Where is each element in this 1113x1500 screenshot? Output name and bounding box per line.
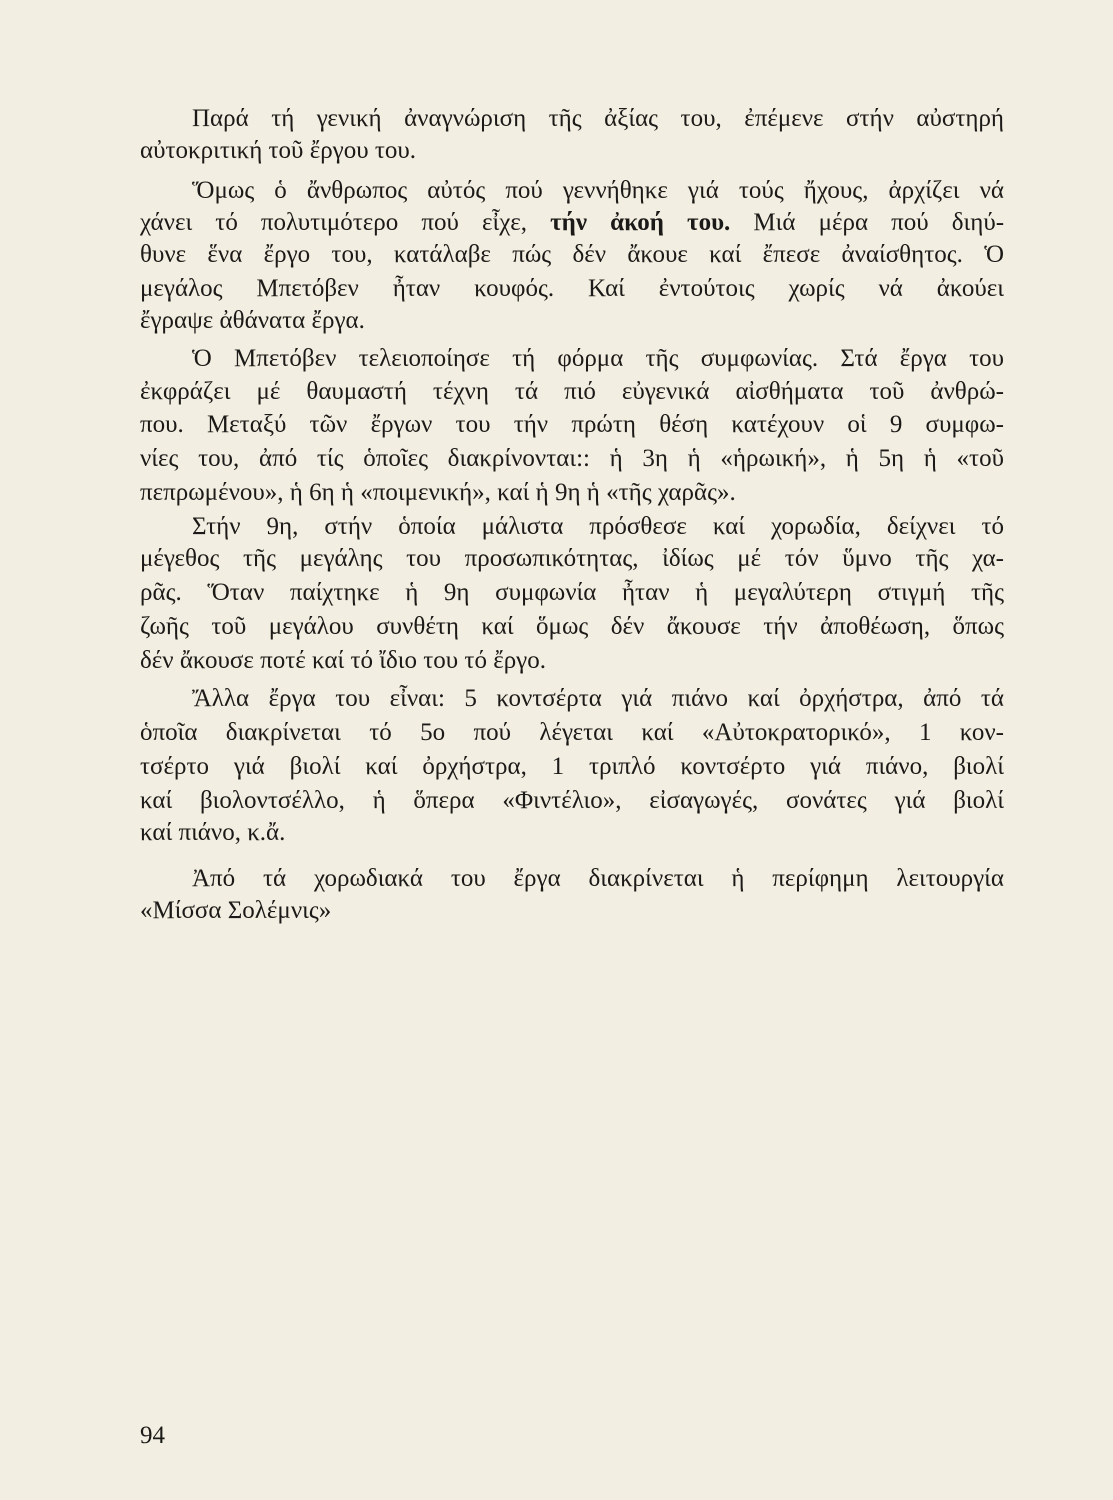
text-line: πεπρωμένου», ἡ 6η ἡ «ποιμενική», καί ἡ 9η ἡ «τῆς χαρᾶς». xyxy=(140,479,736,506)
text-line: «Μίσσα Σολέμνις» xyxy=(140,897,332,924)
bold-emphasis: τήν ἀκοή του. xyxy=(550,209,731,236)
text-line: ρᾶς. Ὅταν παίχτηκε ἡ 9η συμφωνία ἦταν ἡ μεγαλύτερη στιγμή τῆς xyxy=(140,579,1004,606)
text-segment: Μιά μέρα πού διηύ- xyxy=(753,209,1005,236)
text-line: καί βιολοντσέλλο, ἡ ὅπερα «Φιντέλιο», εἰσαγωγές, σονάτες γιά βιολί xyxy=(140,787,1004,814)
text-line: αὐτοκριτική τοῦ ἔργου του. xyxy=(140,137,417,164)
text-line: Στήν 9η, στήν ὁποία μάλιστα πρόσθεσε καί χορωδία, δείχνει τό xyxy=(192,513,1004,540)
text-line: Ὁ Μπετόβεν τελειοποίησε τή φόρμα τῆς συμφωνίας. Στά ἔργα του xyxy=(192,345,1004,372)
text-line: δέν ἄκουσε ποτέ καί τό ἴδιο του τό ἔργο. xyxy=(140,647,546,674)
text-line: Ὅμως ὁ ἄνθρωπος αὐτός πού γεννήθηκε γιά τούς ἤχους, ἀρχίζει νά xyxy=(192,177,1004,204)
text-line: τσέρτο γιά βιολί καί ὀρχήστρα, 1 τριπλό κοντσέρτο γιά πιάνο, βιολί xyxy=(140,753,1004,780)
text-line: καί πιάνο, κ.ἄ. xyxy=(140,819,286,846)
text-line: ζωῆς τοῦ μεγάλου συνθέτη καί ὅμως δέν ἄκουσε τήν ἀποθέωση, ὅπως xyxy=(140,613,1004,640)
text-line: μέγεθος τῆς μεγάλης του προσωπικότητας, ἰδίως μέ τόν ὕμνο τῆς χα- xyxy=(140,545,1004,572)
page-number: 94 xyxy=(140,1422,165,1449)
text-line: ἔγραψε ἀθάνατα ἔργα. xyxy=(140,307,365,334)
text-line: Ἄλλα ἔργα του εἶναι: 5 κοντσέρτα γιά πιάνο καί ὀρχήστρα, ἀπό τά xyxy=(192,685,1004,712)
text-line: ὁποῖα διακρίνεται τό 5ο πού λέγεται καί «Αὐτοκρατορικό», 1 κον- xyxy=(140,719,1004,746)
text-line: που. Μεταξύ τῶν ἔργων του τήν πρώτη θέση κατέχουν οἱ 9 συμφω- xyxy=(140,411,1004,438)
text-line xyxy=(140,208,1004,238)
text-line: νίες του, ἀπό τίς ὁποῖες διακρίνονται:: ἡ 3η ἡ «ἡρωική», ἡ 5η ἡ «τοῦ xyxy=(140,445,1004,472)
text-segment: χάνει τό πολυτιμότερο πού εἶχε, xyxy=(140,209,528,236)
text-line: Παρά τή γενική ἀναγνώριση τῆς ἀξίας του, ἐπέμενε στήν αὐστηρή xyxy=(192,105,1004,132)
text-line: ἐκφράζει μέ θαυμαστή τέχνη τά πιό εὐγενικά αἰσθήματα τοῦ ἀνθρώ- xyxy=(140,378,1004,405)
text-line: θυνε ἕνα ἔργο του, κατάλαβε πώς δέν ἄκουε καί ἔπεσε ἀναίσθητος. Ὁ xyxy=(140,241,1004,268)
text-line: Ἀπό τά χορωδιακά του ἔργα διακρίνεται ἡ περίφημη λειτουργία xyxy=(192,865,1004,892)
text-line: μεγάλος Μπετόβεν ἦταν κουφός. Καί ἐντούτοις χωρίς νά ἀκούει xyxy=(140,275,1004,302)
